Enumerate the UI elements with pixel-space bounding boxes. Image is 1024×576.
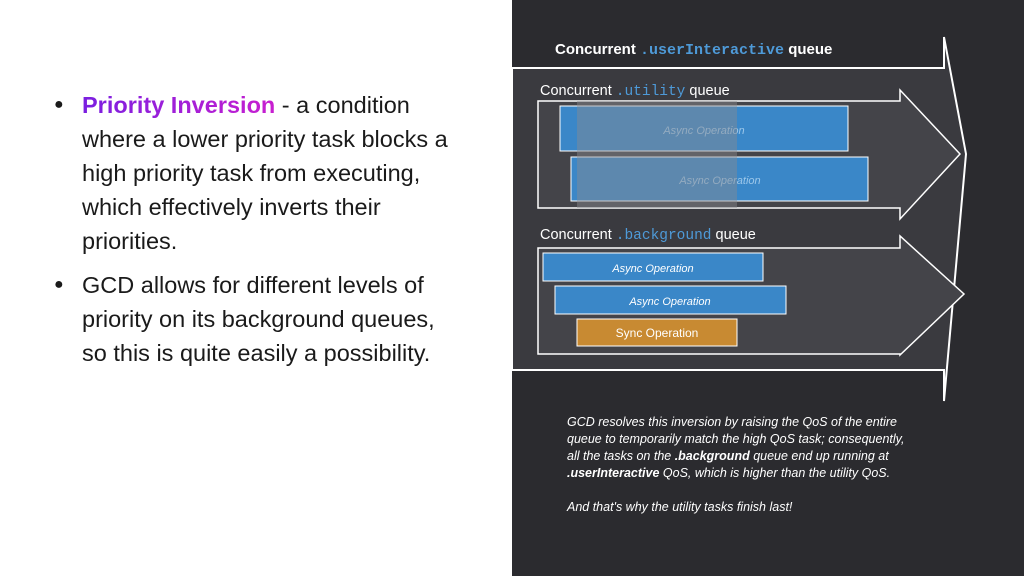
- gcd-priority-text: GCD allows for different levels of priority on its background queues, so this is quite easily a possibility.: [82, 272, 435, 366]
- utility-queue-label: [540, 83, 730, 100]
- diagram-caption: [567, 414, 907, 516]
- queue-prefix: Concurrent: [555, 41, 641, 58]
- blocked-region-overlay: [577, 101, 737, 208]
- queue-code: .background: [615, 228, 712, 244]
- bullet-list: [50, 88, 460, 380]
- bullet-gcd-priority: [50, 268, 460, 370]
- caption-text: QoS, which is higher than the utility QoS.: [659, 466, 891, 480]
- background-async-operation-2-label: Async Operation: [629, 296, 711, 308]
- caption-text: GCD resolves this inversion by raising the QoS of the entire queue to temporarily match the high QoS task; consequently, all the tasks on the: [567, 415, 905, 463]
- caption-background-keyword: .background: [674, 449, 750, 463]
- priority-inversion-term: Priority Inversion: [82, 92, 276, 118]
- queue-code: .utility: [615, 84, 686, 100]
- utility-async-operation-1-label: Async Operation: [663, 125, 745, 137]
- background-queue-label: [540, 227, 756, 244]
- utility-async-operation-2-label: Async Operation: [679, 175, 761, 187]
- bullet-dot: ●: [54, 276, 64, 293]
- queue-suffix: queue: [685, 83, 730, 99]
- caption-text: queue end up running at: [749, 449, 889, 463]
- background-async-operation-1-label: Async Operation: [612, 263, 694, 275]
- bullet-dot: ●: [54, 96, 64, 113]
- diagram-panel: [512, 0, 1024, 576]
- queue-code: .userInteractive: [640, 42, 785, 59]
- caption-explanation: [567, 414, 907, 482]
- user-interactive-queue-label: [555, 41, 832, 59]
- queue-prefix: Concurrent: [540, 83, 616, 99]
- queue-suffix: queue: [784, 41, 833, 58]
- caption-conclusion: And that's why the utility tasks finish last!: [567, 500, 793, 514]
- caption-user-interactive-keyword: .userInteractive: [567, 466, 660, 480]
- queue-suffix: queue: [711, 227, 756, 243]
- queue-prefix: Concurrent: [540, 227, 616, 243]
- bullet-priority-inversion: [50, 88, 460, 258]
- background-sync-operation-label: Sync Operation: [615, 326, 699, 340]
- priority-inversion-definition: - a condition where a lower priority task blocks a high priority task from executing, which effectively inverts their priorities.: [82, 92, 448, 254]
